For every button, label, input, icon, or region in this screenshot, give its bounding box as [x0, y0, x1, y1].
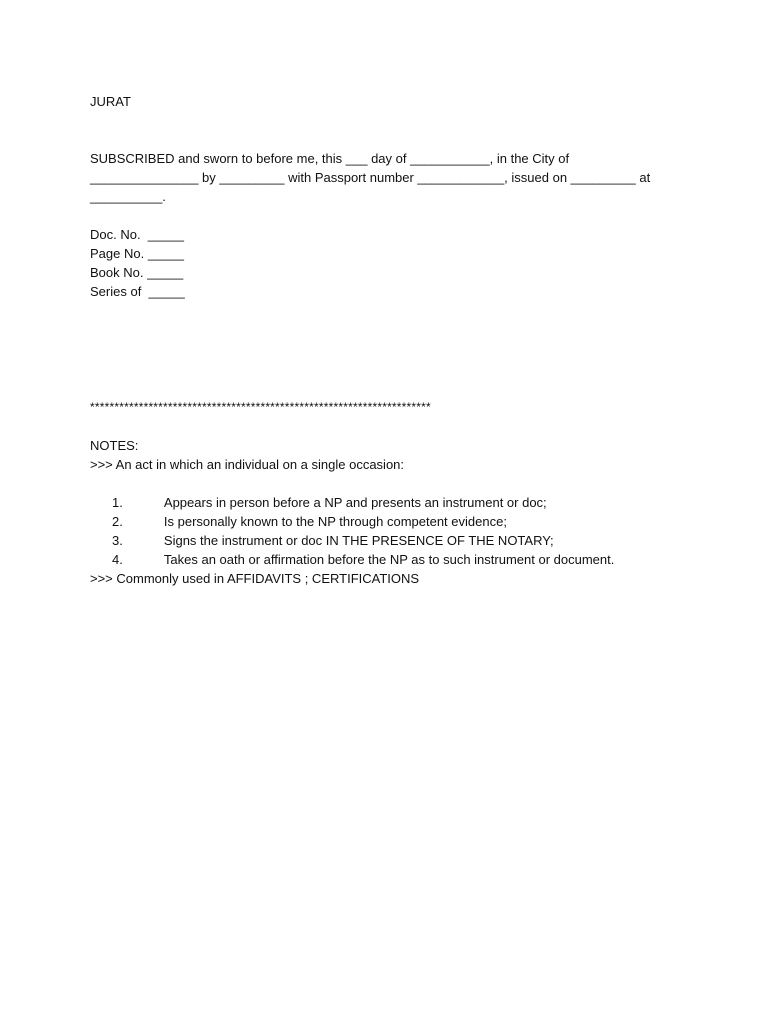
document-title: JURAT: [90, 94, 131, 109]
jurat-line: __________.: [90, 189, 166, 204]
jurat-paragraph: [90, 149, 690, 206]
list-item: [90, 531, 690, 567]
document-page: [90, 92, 690, 588]
notes-list: [90, 474, 690, 567]
list-item-number: 2.: [112, 514, 123, 529]
notarial-register-block: [90, 225, 690, 301]
jurat-line: _______________ by _________ with Passport number ____________, issued on _________ at: [90, 170, 651, 185]
list-item-text: Takes an oath or affirmation before the NP as to such instrument or document.: [163, 552, 615, 567]
notes-footer: >>> Commonly used in AFFIDAVITS ; CERTIFICATIONS: [90, 571, 420, 586]
list-item: [90, 512, 690, 548]
list-item-text: Is personally known to the NP through competent evidence;: [163, 514, 507, 529]
list-item-number: 1.: [112, 495, 123, 510]
list-item: [90, 474, 690, 510]
series-line: Series of _____: [90, 284, 185, 299]
page-no-line: Page No. _____: [90, 246, 184, 261]
list-item-number: 4.: [112, 552, 123, 567]
list-item: [90, 493, 690, 529]
notes-intro: >>> An act in which an individual on a single occasion:: [90, 457, 405, 472]
jurat-line: SUBSCRIBED and sworn to before me, this ___ day of ___________, in the City of: [90, 151, 570, 166]
doc-no-line: Doc. No. _____: [90, 227, 184, 242]
list-item-text: Signs the instrument or doc IN THE PRESENCE OF THE NOTARY;: [163, 533, 554, 548]
notes-section: [90, 436, 690, 588]
asterisk-divider: **********************************************************************: [90, 400, 431, 414]
list-item-number: 3.: [112, 533, 123, 548]
list-item-text: Appears in person before a NP and presents an instrument or doc;: [163, 495, 547, 510]
book-no-line: Book No. _____: [90, 265, 184, 280]
notes-heading: NOTES:: [90, 438, 139, 453]
